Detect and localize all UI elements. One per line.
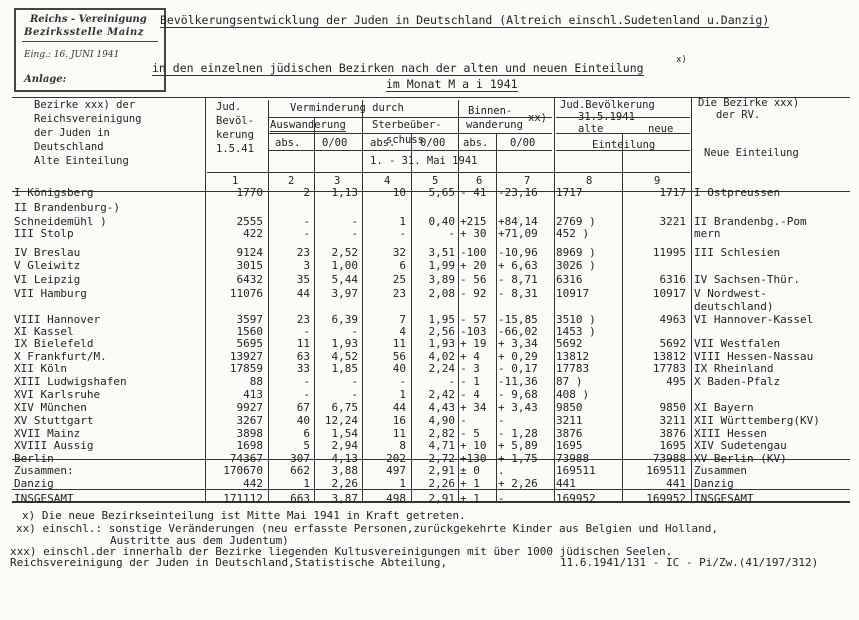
cell-new-district: VI Hannover-Kassel [694, 313, 814, 326]
cell-col-2: 2 [303, 186, 310, 199]
cell-col-7: -15,85 [498, 313, 538, 326]
cell-col-5: - [448, 375, 455, 388]
cell-col-8: 3211 [556, 414, 583, 427]
cell-new-district: V Nordwest- [694, 287, 767, 300]
cell-col-3: 12,24 [324, 414, 358, 427]
cell-new-district: III Schlesien [694, 246, 781, 259]
cell-col-2: 40 [296, 414, 310, 427]
cell-col-5: 2,42 [428, 388, 455, 401]
cell-col-2: 23 [296, 246, 310, 259]
cell-old-district: Danzig [14, 477, 54, 490]
cell-col-1: 5695 [236, 337, 263, 350]
header-new-districts-2: der RV. [716, 109, 761, 121]
cell-col-7: -10,96 [498, 246, 538, 259]
cell-old-district: Berlin [14, 452, 54, 465]
cell-col-8: 8969 ) [556, 246, 596, 259]
cell-col-8: 169952 [556, 492, 596, 505]
cell-col-9: 73988 [652, 452, 686, 465]
cell-col-3: 1,85 [331, 362, 358, 375]
cell-old-district: XVII Mainz [14, 427, 81, 440]
cell-col-2: 6 [303, 427, 310, 440]
cell-col-3: 6,75 [331, 401, 358, 414]
cell-col-9: 17783 [652, 362, 686, 375]
cell-col-4: 23 [392, 287, 406, 300]
header-death-surplus: Sterbeüber- [372, 119, 442, 131]
cell-col-7: - 0,17 [498, 362, 538, 375]
cell-col-9: 441 [666, 477, 686, 490]
cell-col-6: + 10 [460, 439, 487, 452]
cell-col-8: 441 [556, 477, 576, 490]
cell-col-4: 497 [386, 464, 406, 477]
cell-col-5: 2,72 [428, 452, 455, 465]
cell-col-3: 1,13 [331, 186, 358, 199]
cell-col-6: ± 0 [460, 464, 480, 477]
cell-col-5: 4,90 [428, 414, 455, 427]
cell-col-1: 17859 [229, 362, 263, 375]
cell-col-3: 1,93 [331, 337, 358, 350]
cell-col-3: - [351, 388, 358, 401]
header-division: Einteilung [592, 139, 656, 151]
cell-col-8: 13812 [556, 350, 590, 363]
cell-col-6: + 34 [460, 401, 487, 414]
cell-col-8: 3510 ) [556, 313, 596, 326]
cell-old-district: INSGESAMT [14, 492, 74, 505]
cell-col-2: 662 [290, 464, 310, 477]
cell-col-2: 5 [303, 439, 310, 452]
cell-new-district: VII Westfalen [694, 337, 781, 350]
cell-col-9: 1717 [659, 186, 686, 199]
cell-old-district: IV Breslau [14, 246, 81, 259]
cell-col-4: 8 [399, 439, 406, 452]
cell-old-district: XVIII Aussig [14, 439, 94, 452]
cell-col-3: - [351, 215, 358, 228]
cell-col-5: - [448, 227, 455, 240]
cell-col-3: - [351, 227, 358, 240]
cell-new-district: XIV Sudetengau [694, 439, 787, 452]
header-reduction: Verminderung durch [290, 102, 404, 114]
cell-col-5: 1,99 [428, 259, 455, 272]
cell-col-4: 40 [392, 362, 406, 375]
cell-col-5: 2,24 [428, 362, 455, 375]
cell-col-7: + 5,89 [498, 439, 538, 452]
cell-col-5: 2,91 [428, 464, 455, 477]
cell-col-7: +71,09 [498, 227, 538, 240]
cell-col-2: - [303, 388, 310, 401]
cell-new-district: X Baden-Pfalz [694, 375, 781, 388]
cell-col-6: + 1 [460, 477, 480, 490]
cell-col-4: 11 [392, 337, 406, 350]
cell-new-district: INSGESAMT [694, 492, 754, 505]
cell-old-district: IX Bielefeld [14, 337, 94, 350]
header-internal-migration: Binnen- [468, 105, 513, 117]
cell-col-1: 413 [243, 388, 263, 401]
cell-old-district: X Frankfurt/M. [14, 350, 107, 363]
cell-col-9: 495 [666, 375, 686, 388]
cell-col-7: + 1,75 [498, 452, 538, 465]
cell-old-district: II Brandenburg-) [14, 201, 120, 214]
cell-col-3: 3,97 [331, 287, 358, 300]
cell-col-2: - [303, 227, 310, 240]
cell-new-district: I Ostpreussen [694, 186, 781, 199]
header-pct-emigration: 0/00 [322, 137, 348, 149]
header-pop-end: Jud.Bevölkerung [560, 99, 655, 111]
footnote-xxx: xxx) einschl.der innerhalb der Bezirke liegenden Kultusvereinigungen mit über 1000 jüdischen Seelen. [10, 545, 673, 558]
cell-col-2: 33 [296, 362, 310, 375]
cell-col-7: + 3,34 [498, 337, 538, 350]
cell-new-district: VIII Hessen-Nassau [694, 350, 814, 363]
header-period: 1. - 31. Mai 1941 [370, 155, 478, 167]
cell-old-district: XVI Karlsruhe [14, 388, 101, 401]
cell-col-6: - 57 [460, 313, 487, 326]
cell-col-9: 6316 [659, 273, 686, 286]
stamp-attachment: Anlage: [24, 74, 67, 85]
cell-col-3: 2,52 [331, 246, 358, 259]
cell-col-8: 1695 [556, 439, 583, 452]
cell-col-2: 663 [290, 492, 310, 505]
cell-col-7: +84,14 [498, 215, 538, 228]
cell-col-6: -103 [460, 325, 487, 338]
header-pct-migration: 0/00 [510, 137, 536, 149]
cell-col-8: 73988 [556, 452, 590, 465]
header-new-division: neue [648, 123, 674, 135]
title-line-3: im Monat M a i 1941 [386, 77, 518, 91]
cell-col-7: - [498, 492, 505, 505]
cell-col-3: 4,13 [331, 452, 358, 465]
cell-col-1: 88 [249, 375, 263, 388]
cell-col-4: 498 [386, 492, 406, 505]
cell-col-2: 1 [303, 477, 310, 490]
cell-col-1: 422 [243, 227, 263, 240]
cell-col-9: 3221 [659, 215, 686, 228]
footnote-x: x) Die neue Bezirkseinteilung ist Mitte Mai 1941 in Kraft getreten. [22, 509, 466, 522]
header-pct-death: 0/00 [420, 137, 446, 149]
cell-old-district: XIV München [14, 401, 87, 414]
cell-col-7: + 3,43 [498, 401, 538, 414]
cell-col-5: 2,26 [428, 477, 455, 490]
header-emigration: Auswanderung [270, 119, 346, 131]
footnote-xx: xx) einschl.: sonstige Veränderungen (neu erfasste Personen,zurückgekehrte Kinder aus Belgien und Holland, [16, 522, 718, 535]
cell-col-4: 6 [399, 259, 406, 272]
cell-col-1: 6432 [236, 273, 263, 286]
cell-col-6: - 41 [460, 186, 487, 199]
cell-col-1: 3015 [236, 259, 263, 272]
cell-col-7: - 8,71 [498, 273, 538, 286]
cell-col-3: 3,88 [331, 464, 358, 477]
header-old-division: alte [578, 123, 604, 135]
cell-old-district: XI Kassel [14, 325, 74, 338]
cell-old-district: Zusammen: [14, 464, 74, 477]
title-line-1: Bevölkerungsentwicklung der Juden in Deutschland (Altreich einschl.Sudetenland u.Danzig) [160, 13, 770, 27]
cell-col-7: - 8,31 [498, 287, 538, 300]
cell-old-district: XII Köln [14, 362, 67, 375]
cell-col-2: 307 [290, 452, 310, 465]
cell-col-1: 9927 [236, 401, 263, 414]
cell-col-1: 3898 [236, 427, 263, 440]
cell-new-district: II Brandenbg.-Pom [694, 215, 807, 228]
cell-col-8: 408 ) [556, 388, 590, 401]
footnote-xx-continued: Austritte aus dem Judentum) [110, 534, 289, 547]
stamp-line-1: Reichs - Vereinigung [30, 14, 147, 25]
cell-col-3: 2,26 [331, 477, 358, 490]
cell-old-district: XV Stuttgart [14, 414, 94, 427]
cell-col-4: 1 [399, 215, 406, 228]
cell-col-8: 9850 [556, 401, 583, 414]
cell-col-5: 3,89 [428, 273, 455, 286]
cell-col-1: 74367 [229, 452, 263, 465]
cell-col-6: - 56 [460, 273, 487, 286]
title-line-2-note: x) [676, 55, 687, 65]
cell-col-6: + 1 [460, 492, 480, 505]
cell-new-district: Zusammen [694, 464, 747, 477]
cell-col-8: 2769 ) [556, 215, 596, 228]
cell-col-6: - 4 [460, 388, 480, 401]
header-internal-migration-2: wanderung [466, 119, 523, 131]
cell-new-district: Danzig [694, 477, 734, 490]
cell-old-district: III Stolp [14, 227, 74, 240]
cell-old-district: VIII Hannover [14, 313, 101, 326]
cell-col-6: + 30 [460, 227, 487, 240]
cell-col-3: 6,39 [331, 313, 358, 326]
title-line-2: in den einzelnen jüdischen Bezirken nach der alten und neuen Einteilung [152, 61, 644, 75]
cell-col-1: 1698 [236, 439, 263, 452]
cell-col-8: 169511 [556, 464, 596, 477]
cell-col-1: 3597 [236, 313, 263, 326]
cell-old-district: VI Leipzig [14, 273, 81, 286]
cell-col-2: 63 [296, 350, 310, 363]
cell-col-8: 10917 [556, 287, 590, 300]
cell-col-5: 4,43 [428, 401, 455, 414]
cell-col-4: 16 [392, 414, 406, 427]
cell-col-4: 7 [399, 313, 406, 326]
cell-col-6: - 1 [460, 375, 480, 388]
header-abs-death: abs. [370, 137, 396, 149]
document-page: Reichs - Vereinigung Bezirksstelle Mainz Eing.: 16. JUNI 1941 Anlage: Bevölkerungsentwicklung der Juden in Deutschland (Altreich einschl.Sudetenland u.Danzig) in den einzelnen jüdischen Bezirken nach der alten und neuen Einteilung x) im Monat M a i 1941 Bezirke xxx) der Reichsvereinigung der Juden in Deutschland Alte Einteilung Jud. Bevöl- kerung 1.5.41 Verminderung durch Auswanderung Sterbeüber- schuss Binnen- wanderung xx) abs. 0/00 abs. 0/00 abs. 0/00 Jud.Bevölkerung 31.5.1941 alte neue Einteilung Die Bezirke xxx) der RV. Neue Einteilung 1. - 31. Mai 1941 1 2 3 4 5 6 7 8 9 I Königsberg 1770 2 1,13 10 5,65 - 41 -23,16 1717 1717 I Ostpreussen II Brandenburg-) Schneidemühl ) 2555 - - 1 0,40 +215 +84,14 2769 ) 3221 II Brandenbg.-Pom III Stolp 422 - - - - + 30 +71,09 452 ) mern IV Breslau 9124 23 2,52 32 3,51 -100 -10,96 8969 ) 11995 III Schlesien V Gleiwitz 3015 3 1,00 6 1,99 + 20 + 6,63 3026 ) VI Leipzig 6432 35 5,44 25 3,89 - 56 - 8,71 6316 6316 IV Sachsen-Thür. VII Hamburg 11076 44 3,97 23 2,08 - 92 - 8,31 10917 10917 V Nordwest- deutschland) VIII Hannover 3597 23 6,39 7 1,95 - 57 -15,85 3510 ) 4963 VI Hannover-Kassel XI Kassel 1560 - - 4 2,56 -103 -66,02 1453 ) IX Bielefeld 5695 11 1,93 11 1,93 + 19 + 3,34 5692 5692 VII Westfalen X Frankfurt/M. 13927 63 4,52 56 4,02 + 4 + 0,29 13812 13812 VIII Hessen-Nassau XII Köln 17859 33 1,85 40 2,24 - 3 - 0,17 17783 17783 IX Rheinland XIII Ludwigshafen 88 - - - - - 1 -11,36 87 ) 495 X Baden-Pfalz XVI Karlsruhe 413 - - 1 2,42 - 4 - 9,68 408 ) XIV München 9927 67 6,75 44 4,43 + 34 + 3,43 9850 9850 XI Bayern XV Stuttgart 3267 40 12,24 16 4,90 - - 3211 3211 XII Württemberg(KV) XVII Mainz 3898 6 1,54 11 2,82 - 5 - 1,28 3876 3876 XIII Hessen XVIII Aussig 1698 5 2,94 8 4,71 + 10 + 5,89 1695 1695 XIV Sudetengau Berlin 74367 307 4,13 202 2,72 +130 + 1,75 73988 73988 XV Berlin (KV) Zusammen: 170670 662 3,88 497 2,91 ± 0 . 169511 169511 Zusammen Danzig 442 1 2,26 1 2,26 + 1 + 2,26 441 441 Danzig INSGESAMT 171112 663 3,87 498 2,91 + 1 - 169952 169952 INSGESAMT x) Die neue Bezirkseinteilung ist Mitte Mai 1941 in Kraft getreten. xx) einschl.: sonstige Veränderungen (neu erfasste Personen,zurückgekehrte Kinder aus Belgien und Holland, Austritte aus dem Judentum) xxx) einschl.der innerhalb der Bezirke liegenden Kultusvereinigungen mit über 1000 jüdischen Seelen. Reichsvereinigung der Juden in Deutschland,Statistische Abteilung, 11.6.1941/131 - IC - Pi/Zw.(41/197/312) [0, 0, 859, 620]
stamp-received-date: Eing.: 16. JUNI 1941 [24, 50, 120, 60]
cell-col-1: 2555 [236, 215, 263, 228]
cell-col-3: - [351, 325, 358, 338]
cell-col-7: -66,02 [498, 325, 538, 338]
cell-col-8: 17783 [556, 362, 590, 375]
cell-col-9: 4963 [659, 313, 686, 326]
cell-old-district: VII Hamburg [14, 287, 87, 300]
header-internal-migration-note: xx) [528, 112, 547, 124]
cell-col-7: + 6,63 [498, 259, 538, 272]
cell-col-4: 56 [392, 350, 406, 363]
header-abs-emigration: abs. [275, 137, 301, 149]
cell-col-6: +215 [460, 215, 487, 228]
cell-col-5: 4,02 [428, 350, 455, 363]
cell-col-1: 3267 [236, 414, 263, 427]
cell-col-3: 5,44 [331, 273, 358, 286]
cell-col-7: - [498, 414, 505, 427]
cell-col-3: 1,54 [331, 427, 358, 440]
cell-col-2: - [303, 215, 310, 228]
cell-col-5: 0,40 [428, 215, 455, 228]
cell-old-district: XIII Ludwigshafen [14, 375, 127, 388]
cell-col-5: 3,51 [428, 246, 455, 259]
cell-col-8: 452 ) [556, 227, 590, 240]
cell-old-district: Schneidemühl ) [14, 215, 107, 228]
cell-col-8: 1717 [556, 186, 583, 199]
cell-col-1: 11076 [229, 287, 263, 300]
cell-col-5: 2,08 [428, 287, 455, 300]
cell-col-4: 202 [386, 452, 406, 465]
cell-new-district: XIII Hessen [694, 427, 767, 440]
cell-col-2: 11 [296, 337, 310, 350]
cell-new-district: IX Rheinland [694, 362, 774, 375]
cell-old-district: V Gleiwitz [14, 259, 81, 272]
cell-col-7: -23,16 [498, 186, 538, 199]
cell-col-9: 5692 [659, 337, 686, 350]
cell-col-1: 9124 [236, 246, 263, 259]
header-death-surplus-2: schuss [386, 134, 424, 146]
cell-col-9: 169511 [646, 464, 686, 477]
cell-new-district: XV Berlin (KV) [694, 452, 787, 465]
cell-col-8: 87 ) [556, 375, 583, 388]
cell-col-2: - [303, 375, 310, 388]
cell-col-4: 44 [392, 401, 406, 414]
cell-col-6: +130 [460, 452, 487, 465]
cell-col-9: 1695 [659, 439, 686, 452]
cell-col-5: 2,82 [428, 427, 455, 440]
footer-reference: 11.6.1941/131 - IC - Pi/Zw.(41/197/312) [560, 556, 819, 569]
cell-col-8: 3026 ) [556, 259, 596, 272]
stamp-line-2: Bezirksstelle Mainz [24, 27, 144, 38]
cell-col-2: 44 [296, 287, 310, 300]
cell-col-4: 11 [392, 427, 406, 440]
cell-col-9: 169952 [646, 492, 686, 505]
cell-col-3: 4,52 [331, 350, 358, 363]
cell-col-7: - 1,28 [498, 427, 538, 440]
cell-col-9: 13812 [652, 350, 686, 363]
cell-col-4: - [399, 375, 406, 388]
cell-col-9: 11995 [652, 246, 686, 259]
cell-col-9: 10917 [652, 287, 686, 300]
cell-col-5: 1,95 [428, 313, 455, 326]
cell-col-1: 1770 [236, 186, 263, 199]
cell-col-9: 9850 [659, 401, 686, 414]
cell-col-3: 3,87 [331, 492, 358, 505]
cell-col-7: - 9,68 [498, 388, 538, 401]
cell-col-2: 35 [296, 273, 310, 286]
cell-col-2: 23 [296, 313, 310, 326]
cell-col-1: 170670 [223, 464, 263, 477]
cell-col-7: + 2,26 [498, 477, 538, 490]
cell-col-1: 442 [243, 477, 263, 490]
cell-col-2: 3 [303, 259, 310, 272]
cell-col-6: - [460, 414, 467, 427]
cell-col-2: - [303, 325, 310, 338]
cell-col-6: -100 [460, 246, 487, 259]
cell-old-district: I Königsberg [14, 186, 94, 199]
cell-col-6: - 5 [460, 427, 480, 440]
cell-col-5: 1,93 [428, 337, 455, 350]
header-pop-end-date: 31.5.1941 [578, 111, 635, 123]
cell-col-5: 2,56 [428, 325, 455, 338]
cell-col-9: 3876 [659, 427, 686, 440]
cell-col-4: - [399, 227, 406, 240]
cell-col-3: 1,00 [331, 259, 358, 272]
cell-col-6: - 3 [460, 362, 480, 375]
cell-col-3: 2,94 [331, 439, 358, 452]
cell-col-4: 10 [392, 186, 406, 199]
footer-source: Reichsvereinigung der Juden in Deutschland,Statistische Abteilung, [10, 556, 448, 569]
cell-col-4: 32 [392, 246, 406, 259]
cell-col-4: 4 [399, 325, 406, 338]
receipt-stamp [14, 8, 166, 92]
cell-col-5: 5,65 [428, 186, 455, 199]
cell-col-6: + 19 [460, 337, 487, 350]
cell-col-7: -11,36 [498, 375, 538, 388]
cell-col-9: 3211 [659, 414, 686, 427]
cell-col-1: 1560 [236, 325, 263, 338]
cell-col-8: 1453 ) [556, 325, 596, 338]
cell-col-3: - [351, 375, 358, 388]
header-abs-migration: abs. [463, 137, 489, 149]
cell-new-district: XII Württemberg(KV) [694, 414, 820, 427]
cell-col-7: + 0,29 [498, 350, 538, 363]
header-new-districts: Die Bezirke xxx) [698, 97, 800, 109]
cell-new-district: deutschland) [694, 300, 774, 313]
cell-col-2: 67 [296, 401, 310, 414]
cell-col-5: 4,71 [428, 439, 455, 452]
cell-col-8: 5692 [556, 337, 583, 350]
cell-col-4: 1 [399, 477, 406, 490]
cell-new-district: mern [694, 227, 721, 240]
cell-col-8: 6316 [556, 273, 583, 286]
cell-col-4: 1 [399, 388, 406, 401]
cell-col-8: 3876 [556, 427, 583, 440]
cell-col-1: 171112 [223, 492, 263, 505]
cell-new-district: XI Bayern [694, 401, 754, 414]
cell-col-1: 13927 [229, 350, 263, 363]
cell-col-4: 25 [392, 273, 406, 286]
cell-col-6: - 92 [460, 287, 487, 300]
cell-col-5: 2,91 [428, 492, 455, 505]
cell-col-6: + 4 [460, 350, 480, 363]
cell-col-7: . [498, 464, 505, 477]
header-new-division-title: Neue Einteilung [704, 147, 799, 159]
cell-new-district: IV Sachsen-Thür. [694, 273, 800, 286]
cell-col-6: + 20 [460, 259, 487, 272]
